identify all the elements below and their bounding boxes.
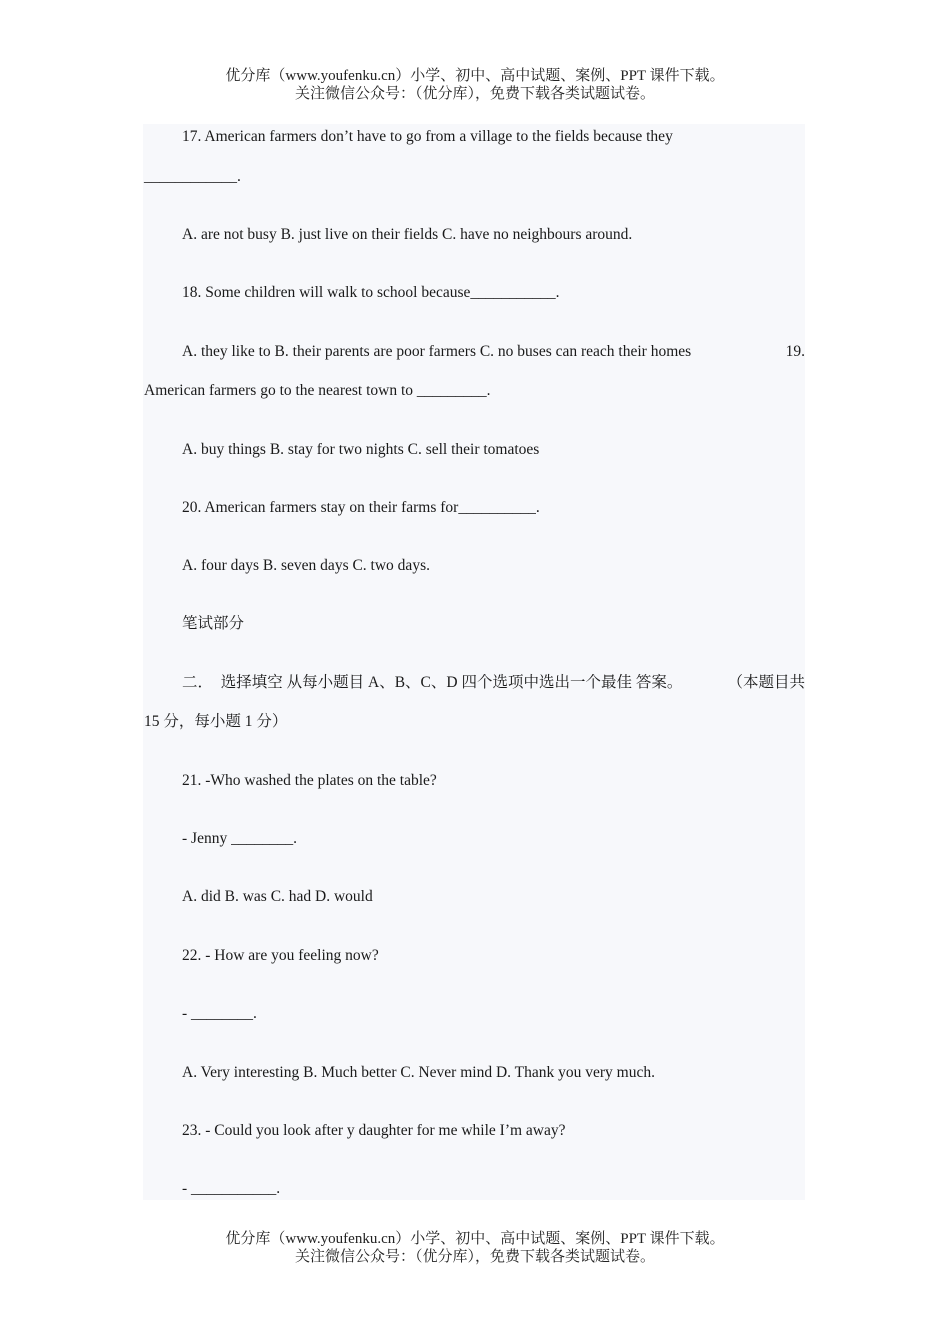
header-line-2: 关注微信公众号：（优分库），免费下载各类试题试卷。: [294, 86, 655, 102]
q20-options: A. four days B. seven days C. two days.: [182, 557, 430, 574]
q19-number: 19.: [785, 343, 805, 360]
section2-instruction-row: [182, 673, 805, 693]
q18-options-row: [182, 342, 805, 362]
q20-text: 20. American farmers stay on their farms for__________.: [182, 499, 540, 516]
q22-answer: - ________.: [182, 1005, 257, 1022]
page-header: [0, 67, 950, 103]
page-footer: [0, 1230, 950, 1266]
q17-blank: ____________.: [144, 168, 241, 185]
q18-options: A. they like to B. their parents are poor farmers C. no buses can reach their homes: [182, 343, 692, 360]
footer-line-1: 优分库（www.youfenku.cn）小学、初中、高中试题、案例、PPT 课件下载。: [225, 1231, 725, 1247]
q17-options: A. are not busy B. just live on their fields C. have no neighbours around.: [182, 226, 633, 243]
q19-text: American farmers go to the nearest town to _________.: [144, 382, 491, 399]
q21-answer: - Jenny ________.: [182, 830, 297, 847]
q23-question: 23. - Could you look after y daughter for me while I’m away?: [182, 1122, 566, 1139]
document-body: [143, 124, 805, 1200]
q22-options: A. Very interesting B. Much better C. Never mind D. Thank you very much.: [182, 1064, 655, 1081]
q23-answer: - ___________.: [182, 1180, 281, 1197]
q22-question: 22. - How are you feeling now?: [182, 947, 379, 964]
section2-score-note: （本题目共: [727, 674, 805, 691]
section2-score-detail: 15 分，每小题 1 分）: [144, 713, 288, 730]
section-title: 笔试部分: [182, 615, 245, 632]
q21-question: 21. -Who washed the plates on the table?: [182, 772, 437, 789]
header-line-1: 优分库（www.youfenku.cn）小学、初中、高中试题、案例、PPT 课件下载。: [225, 68, 725, 84]
q21-options: A. did B. was C. had D. would: [182, 888, 373, 905]
q18-text: 18. Some children will walk to school because___________.: [182, 284, 560, 301]
section2-instruction: 二． 选择填空 从每小题目 A、B、C、D 四个选项中选出一个最佳 答案。: [182, 674, 683, 691]
footer-line-2: 关注微信公众号：（优分库），免费下载各类试题试卷。: [294, 1249, 655, 1265]
q17-text: 17. American farmers don’t have to go from a village to the fields because they: [182, 128, 673, 145]
q19-options: A. buy things B. stay for two nights C. sell their tomatoes: [182, 441, 540, 458]
